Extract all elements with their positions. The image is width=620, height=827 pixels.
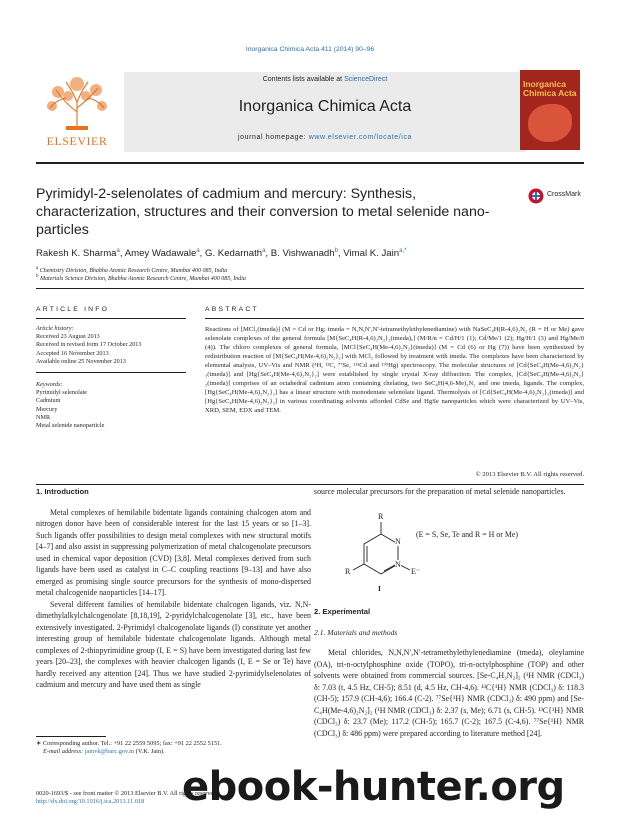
affiliation: $^b$ Materials Science Division, Bhabha Atomic Research Centre, Mumbai 400 085, India	[36, 274, 246, 282]
history-item: Available online 25 November 2013	[36, 357, 126, 365]
contents-prefix: Contents lists available at	[262, 76, 343, 83]
pyrimidine-structure-drawing	[336, 512, 426, 602]
watermark: ebook-hunter.org	[182, 764, 565, 810]
history-item: Received in revised form 17 October 2013	[36, 341, 142, 349]
article-history	[36, 325, 186, 366]
author-list	[36, 248, 584, 259]
affiliation-rule	[36, 288, 584, 289]
header-rule	[36, 162, 584, 164]
paragraph: source molecular precursors for the preparation of metal selenide nanoparticles.	[314, 487, 566, 496]
keywords-label: Keywords:	[36, 381, 63, 388]
subsection-heading: 2.1. Materials and methods	[314, 627, 398, 637]
atom-label-r-top: R	[378, 512, 384, 521]
article-info-rule	[36, 318, 186, 319]
paragraph: Metal complexes of hemilabile bidentate ligands containing chalcogen atom and nitrogen donor have been of considerable interest for the last 15 years or so [1–3]. Such ligands offer possibilities to design metal complexes with new structural motifs [4–7] and also assist in suppressing polymerization of metal chalcogenolate precursors used in chemical vapor deposition (CVD) [3,8]. Metal complexes derived from such ligands have been used as catalyst in C–C coupling reactions [9–13] and have also emerged as promising single source precursors for the synthesis of mono-dispersed metal chalcogenide naoparticles [14–17].	[36, 507, 311, 597]
structure-caption: (E = S, Se, Te and R = H or Me)	[416, 530, 518, 539]
author[interactable]: B. Vishwanadh$^b$,	[270, 248, 344, 260]
author[interactable]: Amey Wadawale$^a$,	[124, 248, 205, 260]
keyword: NMR	[36, 413, 51, 421]
corresponding-author-note: ∗ Corresponding author. Tel.: +91 22 2559 5095; fax: +91 22 2552 5151.	[36, 740, 222, 747]
journal-homepage	[124, 134, 526, 141]
history-item: Accepted 16 November 2013	[36, 349, 109, 357]
elsevier-logo	[36, 72, 118, 152]
homepage-prefix: journal homepage:	[237, 134, 307, 141]
cover-art	[528, 104, 572, 142]
atom-label-n: N	[395, 537, 401, 546]
cover-title: Inorganica Chimica Acta	[523, 79, 577, 98]
footnote-rule	[36, 736, 106, 737]
atom-label-e: E⁻	[411, 567, 421, 576]
homepage-link[interactable]: www.elsevier.com/locate/ica	[308, 134, 413, 141]
journal-header	[36, 70, 584, 157]
abstract-copyright: © 2013 Elsevier B.V. All rights reserved.	[475, 471, 584, 478]
abstract-text: Reactions of [MCl₂(tmeda)] (M = Cd or Hg; tmeda = N,N,N′,N′-tetramethylethylenediamine) with NaSeC₄H(R-4,6)₂N₂ (R = H or Me) gave selenolate complexes of the general formula [M{SeC₄H(R-4,6)₂N₂}₂(tmeda)ₓ] (M/R/n = Cd/H/1 (1); Cd/Me/1 (2); Hg/H/1 (3) and Hg/Me/0 (4)). The chloro complexes of general formula, [MCl{SeC₄H(Me-4,6)₂N₂}(tmeda)] (M = Cd (6) or Hg (7)) have been synthesized by redistribution reaction of [M{SeC₄H(Me-4,6)₂N₂}₂] with MCl₂ followed by treatment with tmeda. The complexes have been characterized by elemental analysis, UV–Vis and NMR (¹H, ¹³C, ⁷⁷Se, ¹¹³Cd and ¹⁹⁹Hg) spectroscopy. The molecular structures of [Cd{SeC₄H(Me-4,6)₂N₂}₂(tmeda)] and [Hg{SeC₄H(Me-4,6)₂N₂}₂] were established by single crystal X-ray diffraction. The complex, [Cd{SeC₄H(Me-4,6)₂N₂}₂(tmeda)] comprises of an octahedral cadmium atom containing chelating, two SeC₄H(4,6-Me)₂N₂ and one tmeda, ligands. The complex, [Hg{SeC₄H(Me-4,6)₂N₂}₂] has a linear structure with monodentate selenolate ligand. Thermolysis of [Cd{SeC₄H(Me-4,6)₂N₂}₂(tmeda)] and [Hg{SeC₄H(Me-4,6)₂N₂}₂] in various coordinating solvents afforded CdSe and HgSe nanoparticles which were characterized by UV–Vis, XRD, SEM, EDX and TEM.	[205, 326, 584, 414]
keywords	[36, 381, 186, 430]
left-column	[36, 486, 311, 691]
footnote	[36, 740, 311, 757]
elsevier-wordmark: ELSEVIER	[46, 134, 108, 148]
article-title: Pyrimidyl-2-selenolates of cadmium and mercury: Synthesis, characterization, structures and their conversion to metal selenide nano-particles	[36, 186, 490, 238]
structure-label: I	[378, 584, 381, 593]
chemical-structure	[336, 512, 586, 602]
contents-line	[124, 76, 526, 83]
doi-link[interactable]: http://dx.doi.org/10.1016/j.ica.2013.11.018	[36, 798, 145, 806]
sciencedirect-link[interactable]: ScienceDirect	[344, 76, 388, 83]
header-band	[124, 72, 526, 152]
keyword: Pyrimidyl selenolate	[36, 389, 88, 397]
journal-citation[interactable]: Inorganica Chimica Acta 411 (2014) 90–96	[245, 46, 375, 53]
history-label: Article history:	[36, 325, 74, 332]
crossmark-label: CrossMark	[547, 191, 581, 198]
email-suffix: (V.K. Jain).	[135, 748, 165, 756]
crossmark-badge[interactable]	[528, 188, 586, 206]
section-heading: 1. Introduction	[36, 487, 89, 496]
atom-label-r-left: R	[345, 567, 351, 576]
atom-label-n: N	[395, 560, 401, 569]
history-rule	[36, 372, 186, 373]
affiliation: $^a$ Chemistry Division, Bhabha Atomic Research Centre, Mumbai 400 085, India	[36, 266, 228, 274]
abstract-rule	[205, 318, 584, 319]
author[interactable]: Rakesh K. Sharma$^a$,	[36, 248, 125, 260]
email-label: E-mail address:	[43, 748, 84, 756]
issn-line: 0020-1693/$ - see front matter © 2013 Elsevier B.V. All rights reserved.	[36, 790, 218, 797]
article-info-heading: ARTICLE INFO	[36, 306, 110, 313]
keyword: Mercury	[36, 405, 58, 413]
abstract-bottom-rule	[36, 484, 584, 485]
history-item: Received 23 August 2013	[36, 333, 100, 341]
author[interactable]: Vimal K. Jain$^{a,*}$	[343, 248, 407, 260]
author[interactable]: G. Kedarnath$^a$,	[205, 248, 271, 260]
abstract-heading: ABSTRACT	[205, 306, 259, 313]
email-link[interactable]: jainvk@barc.gov.in	[84, 748, 135, 756]
right-column	[314, 486, 584, 498]
keyword: Metal selenide nanoparticle	[36, 422, 105, 430]
journal-cover-thumbnail	[520, 70, 580, 150]
crossmark-icon	[528, 188, 544, 204]
keyword: Cadmium	[36, 397, 61, 405]
paragraph: Metal chlorides, N,N,N′,N′-tetramethylethylenediamine (tmeda), oleylamine (OA), tri-n-octylphosphine oxide (TOPO), tri-n-octylphosphine (TOP) and other solvents were obtained from commercial sources. [Se-C₄H₃N₂]₂ (¹H NMR (CDCl₃) δ: 7.03 (t, 4.5 Hz, CH-5); 8.51 (d, 4.5 Hz, CH-4,6). ¹³C{¹H} NMR (CDCl₃) δ: 118.3 (CH-5); 157.9 (CH-4,6); 166.4 (C-2). ⁷⁷Se{¹H} NMR (CDCl₃) δ: 490 ppm) and [Se-C₄H(Me-4,6)₂N₂]₂ (¹H NMR (CDCl₃) δ: 2.37 (s, Me); 6.71 (s, CH-5). ¹³C{¹H} NMR (CDCl₃) δ: 23.7 (Me); 117.2 (CH-5); 165.7 (C-2); 167.5 (C-4,6). ⁷⁷Se{¹H} NMR (CDCl₃) δ: 486 ppm) were prepared according to literature method [24].	[314, 648, 584, 738]
section-heading: 2. Experimental	[314, 607, 371, 616]
experimental-section	[314, 606, 584, 739]
journal-name: Inorganica Chimica Acta	[238, 98, 412, 115]
paragraph: Several different families of hemilabile bidentate chalcogen ligands, viz. N,N-dimethylalkylchalcogenolate [8,18,19], 2-pyridylchalcogenolate [3], etc., have been extensively investigated. 2-Pyrimidyl chalcogenolate ligands (I) constitute yet another interesting group of hemilabile bidentate chalcogenolate ligands. Although metal complexes of 2-thiopyrimidine group (I, E = S) have been investigated during last few years [20–23], the complexes with heavier chalcogen ligands (I, E = Se or Te) have hardly received any attention [24]. Thus we have studied 2-pyrimidylselenolates of cadmium and mercury and have used them as single	[36, 599, 311, 689]
